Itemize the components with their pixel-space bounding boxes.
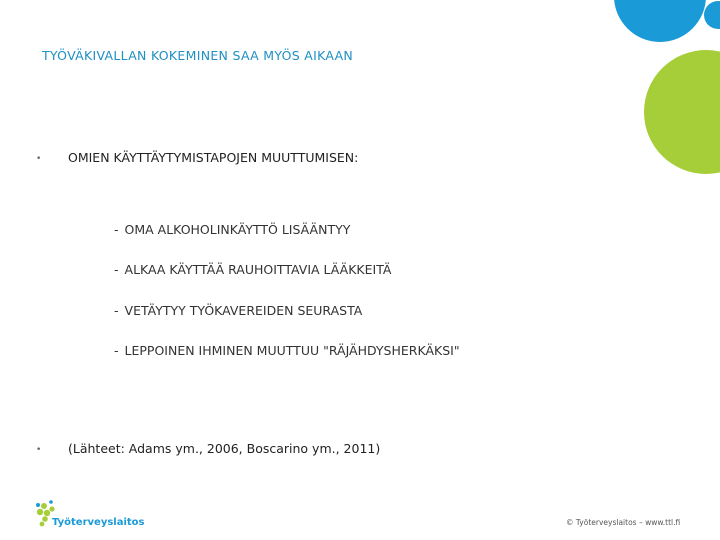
- bullet-marker: •: [36, 154, 42, 164]
- decorative-circles: [560, 0, 720, 180]
- main-bullet-text: OMIEN KÄYTTÄYTYMISTAPOJEN MUUTTUMISEN:: [68, 150, 359, 165]
- dash-marker: -: [114, 262, 119, 277]
- dash-marker: -: [114, 303, 119, 318]
- sources-text: (Lähteet: Adams ym., 2006, Boscarino ym., 2011): [68, 441, 381, 456]
- dash-marker: -: [114, 222, 119, 237]
- slide-title: TYÖVÄKIVALLAN KOKEMINEN SAA MYÖS AIKAAN: [42, 48, 354, 63]
- sub-item-text: OMA ALKOHOLINKÄYTTÖ LISÄÄNTYY: [124, 222, 351, 237]
- sub-item: [114, 303, 362, 318]
- sub-item: [114, 262, 391, 277]
- blue-circle-small: [704, 1, 720, 29]
- logo-text: Työterveyslaitos: [52, 517, 145, 528]
- sub-item-text: ALKAA KÄYTTÄÄ RAUHOITTAVIA LÄÄKKEITÄ: [124, 262, 392, 277]
- bullet-marker: •: [36, 445, 42, 455]
- blue-circle-large: [614, 0, 706, 42]
- sub-item-text: VETÄYTYY TYÖKAVEREIDEN SEURASTA: [124, 303, 363, 318]
- footer-copyright: © Työterveyslaitos – www.ttl.fi: [566, 518, 681, 527]
- sub-item-text: LEPPOINEN IHMINEN MUUTTUU "RÄJÄHDYSHERKÄKSI": [124, 343, 460, 358]
- green-circle: [644, 50, 720, 174]
- sub-item: [114, 343, 460, 358]
- sub-item: [114, 222, 350, 237]
- dash-marker: -: [114, 343, 119, 358]
